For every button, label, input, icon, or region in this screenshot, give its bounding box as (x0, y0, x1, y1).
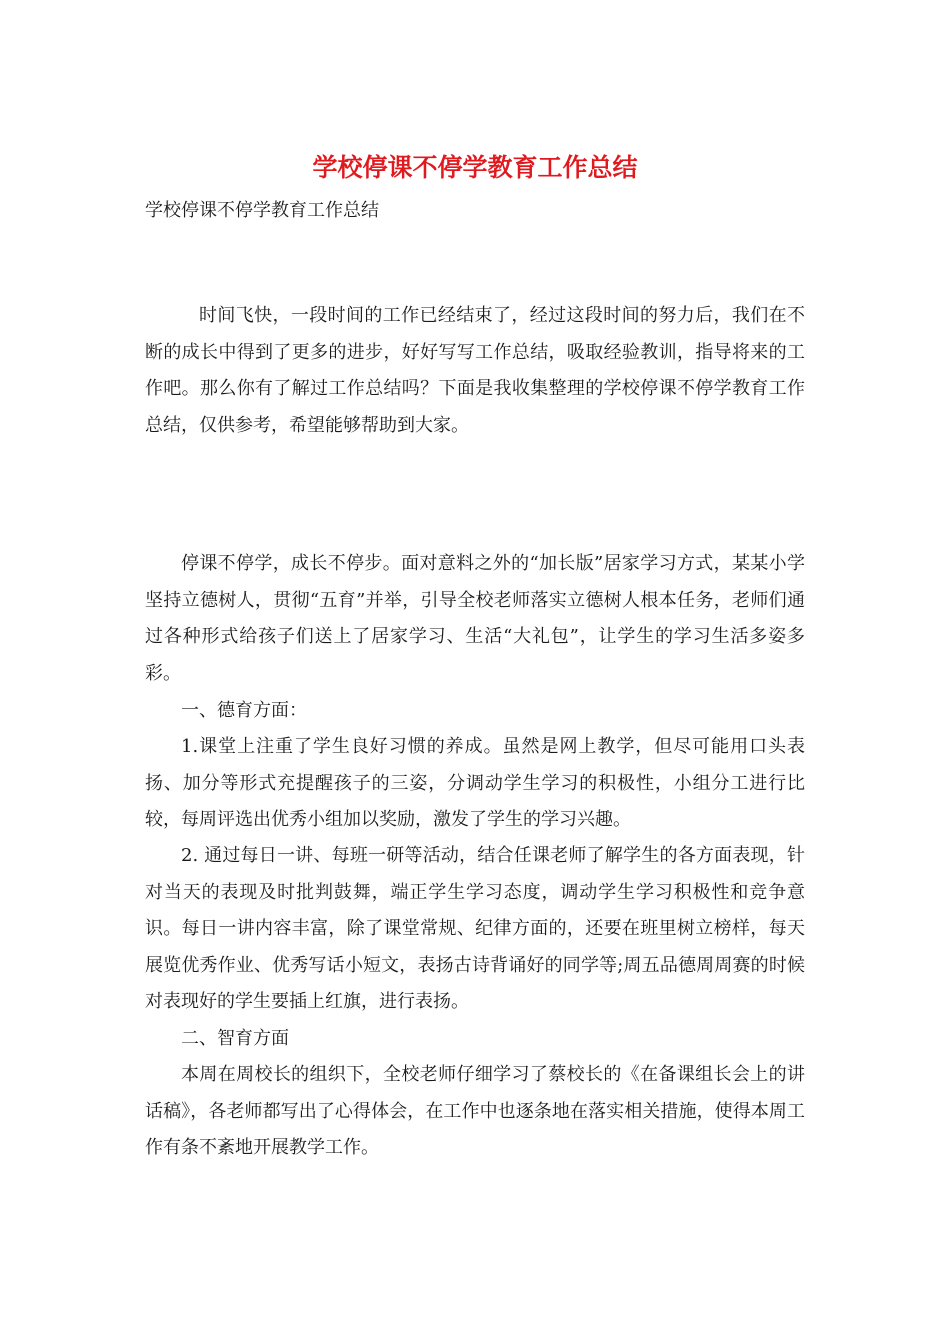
body-paragraph-1: 停课不停学，成长不停步。面对意料之外的“加长版”居家学习方式，某某小学坚持立德树人，贯彻“五育”并举，引导全校老师落实立德树人根本任务，老师们通过各种形式给孩子们送上了居家学习、生活“大礼包”，让学生的学习生活多姿多彩。 (145, 553, 805, 684)
intro-paragraph: 时间飞快，一段时间的工作已经结束了，经过这段时间的努力后，我们在不断的成长中得到了更多的进步，好好写写工作总结，吸取经验教训，指导将来的工作吧。那么你有了解过工作总结吗？下面是我收集整理的学校停课不停学教育工作总结，仅供参考，希望能够帮助到大家。 (145, 305, 805, 436)
section-heading-intellectual: 二、智育方面 (181, 1028, 289, 1049)
section-heading-moral: 一、德育方面： (181, 700, 307, 721)
document-title: 学校停课不停学教育工作总结 (312, 153, 638, 182)
document-subtitle: 学校停课不停学教育工作总结 (145, 200, 379, 221)
moral-item-2: 2. 通过每日一讲、每班一研等活动，结合任课老师了解学生的各方面表现，针对当天的表现及时批判鼓舞，端正学生学习态度，调动学生学习积极性和竞争意识。每日一讲内容丰富，除了课堂常规、纪律方面的，还要在班里树立榜样，每天展览优秀作业、优秀写话小短文，表扬古诗背诵好的同学等;周五品德周周赛的时候对表现好的学生要插上红旗，进行表扬。 (145, 845, 805, 1012)
body-paragraph-2: 本周在周校长的组织下，全校老师仔细学习了蔡校长的《在备课组长会上的讲话稿》，各老师都写出了心得体会，在工作中也逐条地在落实相关措施，使得本周工作有条不紊地开展教学工作。 (145, 1064, 805, 1158)
moral-item-1: 1.课堂上注重了学生良好习惯的养成。虽然是网上教学，但尽可能用口头表扬、加分等形式充提醒孩子的三姿，分调动学生学习的积极性，小组分工进行比较，每周评选出优秀小组加以奖励，激发了学生的学习兴趣。 (145, 736, 805, 830)
